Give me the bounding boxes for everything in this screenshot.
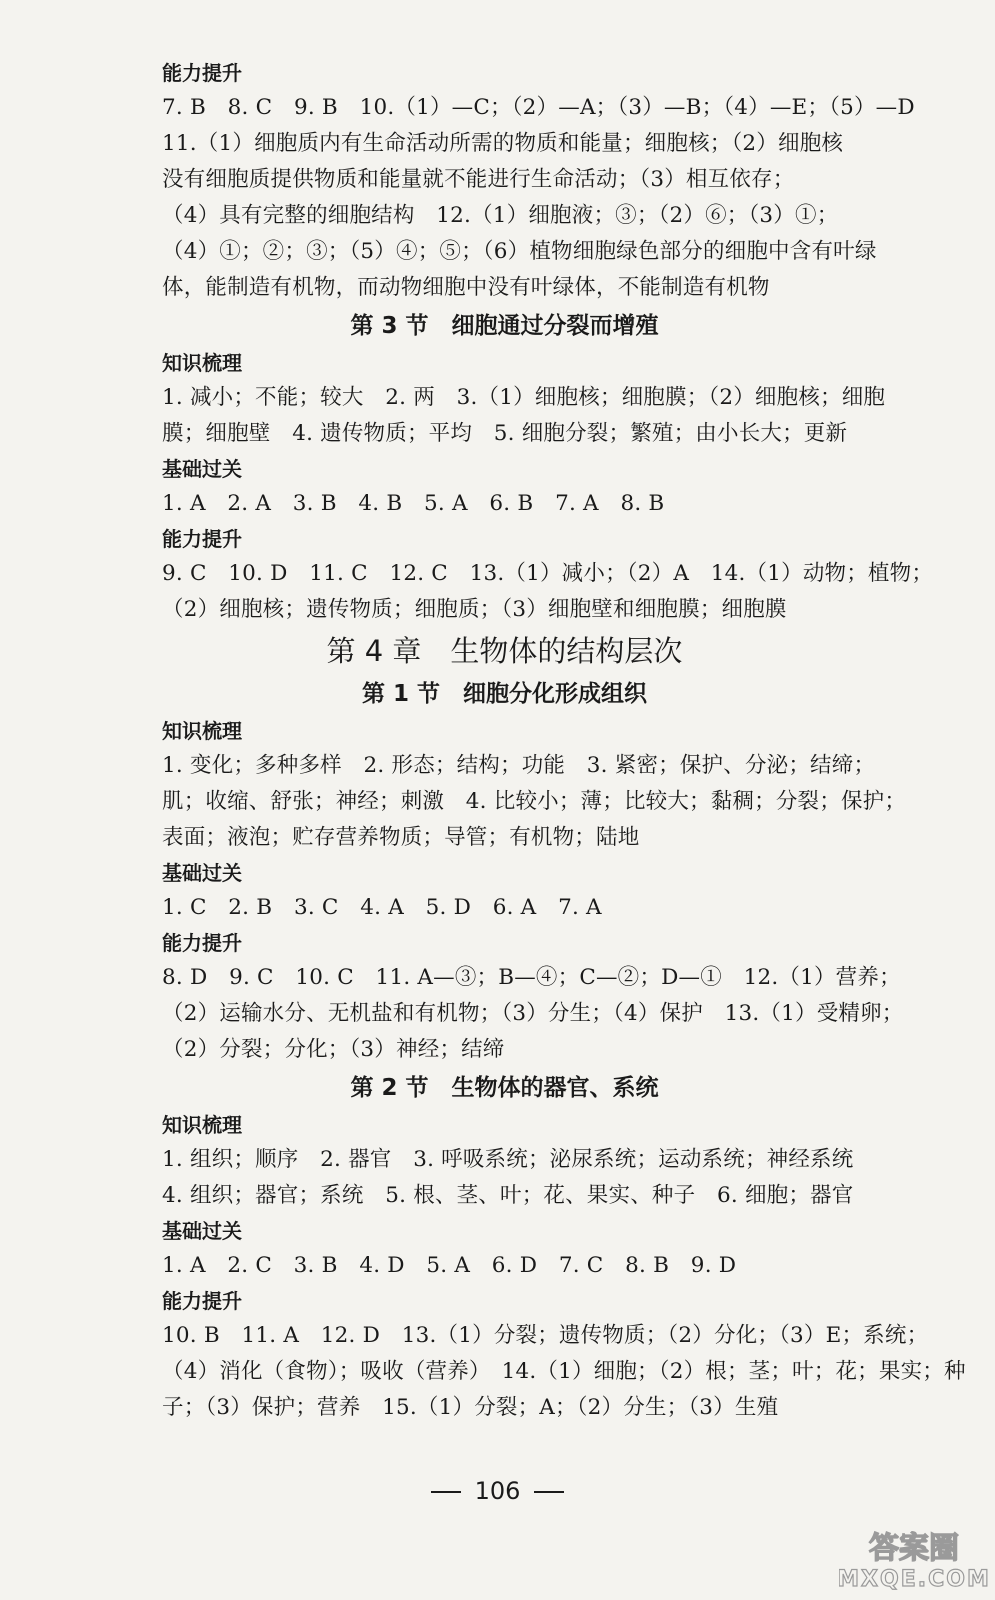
watermark-cn-text: 答案圈 — [869, 1531, 959, 1566]
watermark-graphic — [839, 1522, 989, 1594]
answer-line: （2）细胞核；遗传物质；细胞质；（3）细胞壁和细胞膜；细胞膜 — [162, 597, 787, 622]
answer-line: （4）具有完整的细胞结构 12.（1）细胞液；③；（2）⑥；（3）①； — [162, 203, 839, 228]
answer-line: 1. A 2. C 3. B 4. D 5. A 6. D 7. C 8. B 9. D — [162, 1253, 737, 1278]
answer-line: 1. C 2. B 3. C 4. A 5. D 6. A 7. A — [162, 895, 602, 920]
subsection-heading: 基础过关 — [162, 861, 242, 885]
answer-line: 8. D 9. C 10. C 11. A—③；B—④；C—②；D—① 12.（1）营养； — [162, 965, 901, 990]
section-title: 第 3 节 细胞通过分裂而增殖 — [350, 313, 659, 339]
answer-line: 表面；液泡；贮存营养物质；导管；有机物；陆地 — [162, 825, 640, 850]
answer-line: 7. B 8. C 9. B 10.（1）—C；（2）—A；（3）—B；（4）—E；（5）—D — [162, 95, 915, 120]
answer-line: 9. C 10. D 11. C 12. C 13.（1）减小；（2）A 14.（1）动物；植物； — [162, 561, 934, 586]
answer-line: 4. 组织；器官；系统 5. 根、茎、叶；花、果实、种子 6. 细胞；器官 — [162, 1183, 854, 1208]
subsection-heading: 能力提升 — [162, 1289, 242, 1313]
subsection-heading: 能力提升 — [162, 931, 242, 955]
answer-line: 1. 变化；多种多样 2. 形态；结构；功能 3. 紧密；保护、分泌；结缔； — [162, 753, 876, 778]
section-title: 第 2 节 生物体的器官、系统 — [350, 1075, 659, 1101]
subsection-heading: 知识梳理 — [162, 1113, 242, 1137]
subsection-heading: 知识梳理 — [162, 351, 242, 375]
answer-line: 11.（1）细胞质内有生命活动所需的物质和能量；细胞核；（2）细胞核 — [162, 131, 844, 156]
answer-line: （2）分裂；分化；（3）神经；结缔 — [162, 1037, 505, 1062]
answer-line: 体，能制造有机物，而动物细胞中没有叶绿体，不能制造有机物 — [162, 275, 770, 300]
section-title: 第 1 节 细胞分化形成组织 — [361, 681, 648, 707]
subsection-heading: 知识梳理 — [162, 719, 242, 743]
answer-line: 膜；细胞壁 4. 遗传物质；平均 5. 细胞分裂；繁殖；由小长大；更新 — [162, 421, 848, 446]
subsection-heading: 能力提升 — [162, 61, 242, 85]
chapter-title: 第 4 章 生物体的结构层次 — [326, 634, 683, 668]
subsection-heading: 能力提升 — [162, 527, 242, 551]
answer-line: 1. A 2. A 3. B 4. B 5. A 6. B 7. A 8. B — [162, 491, 665, 516]
answer-line: 10. B 11. A 12. D 13.（1）分裂；遗传物质；（2）分化；（3）E；系统； — [162, 1323, 929, 1348]
answer-line: 1. 减小；不能；较大 2. 两 3.（1）细胞核；细胞膜；（2）细胞核；细胞 — [162, 385, 886, 410]
answer-line: 1. 组织；顺序 2. 器官 3. 呼吸系统；泌尿系统；运动系统；神经系统 — [162, 1147, 854, 1172]
page-number-left-dash — [431, 1491, 461, 1493]
subsection-heading: 基础过关 — [162, 1219, 242, 1243]
answer-line: （4）消化（食物）；吸收（营养） 14.（1）细胞；（2）根；茎；叶；花；果实；种 — [162, 1359, 966, 1384]
answer-line: 子；（3）保护；营养 15.（1）分裂；A；（2）分生；（3）生殖 — [162, 1395, 779, 1420]
page-number-value: 106 — [474, 1477, 521, 1505]
answer-line: （2）运输水分、无机盐和有机物；（3）分生；（4）保护 13.（1）受精卵； — [162, 1001, 904, 1026]
page-number — [0, 1476, 995, 1506]
subsection-heading: 基础过关 — [162, 457, 242, 481]
answer-line: 肌；收缩、舒张；神经；刺激 4. 比较小；薄；比较大；黏稠；分裂；保护； — [162, 789, 907, 814]
watermark-en-text: MXQE.COM — [839, 1567, 989, 1592]
answer-content — [162, 56, 966, 1426]
site-watermark-logo — [839, 1522, 989, 1594]
page-number-right-dash — [534, 1491, 564, 1493]
answer-line: （4）①；②；③；（5）④；⑤；（6）植物细胞绿色部分的细胞中含有叶绿 — [162, 239, 877, 264]
answer-line: 没有细胞质提供物质和能量就不能进行生命活动；（3）相互依存； — [162, 167, 795, 192]
